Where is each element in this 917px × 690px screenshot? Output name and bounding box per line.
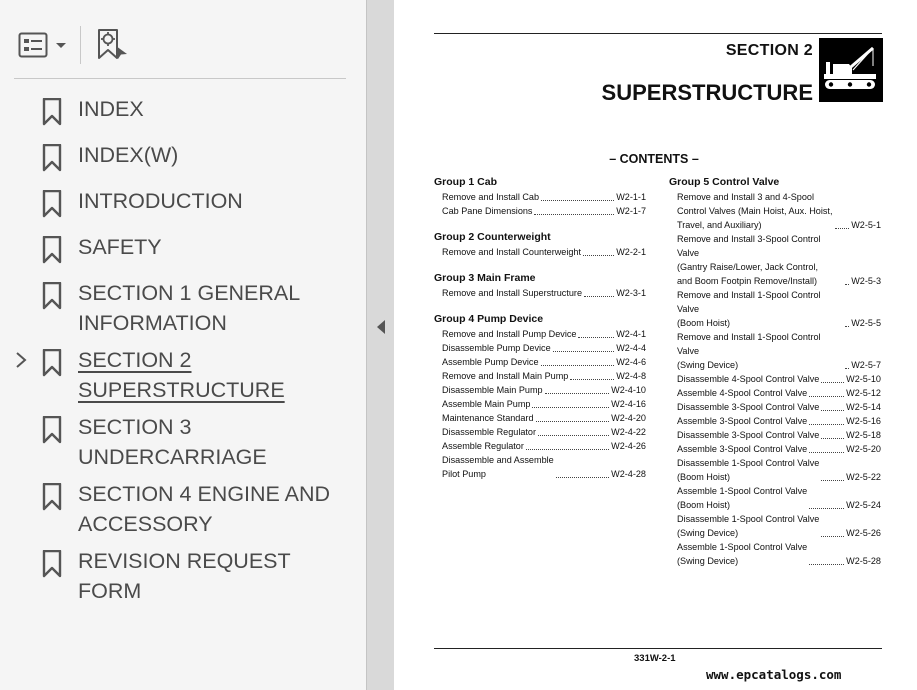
toc-entry[interactable]: [669, 484, 881, 512]
toc-group-title: Group 2 Counterweight: [434, 231, 551, 243]
toc-entry-page: W2-4-4: [616, 343, 646, 353]
bookmark-icon: [42, 236, 62, 264]
toc-entry-text: Assemble 1-Spool Control Valve (Boom Hoist): [677, 486, 808, 510]
toc-entry-text: Assemble 4-Spool Control Valve: [677, 388, 808, 398]
bookmark-section-2[interactable]: [0, 345, 366, 407]
toc-entry-text: Remove and Install Cab: [442, 192, 540, 202]
toc-leader-dots: [821, 536, 844, 537]
bookmark-introduction[interactable]: [0, 186, 366, 220]
toc-entry[interactable]: [669, 456, 881, 484]
toc-entry-page: W2-4-1: [616, 329, 646, 339]
toc-leader-dots: [821, 410, 844, 411]
bookmark-label[interactable]: SECTION 2 SUPERSTRUCTURE: [78, 348, 285, 402]
document-page: [394, 0, 917, 690]
toc-entry-text: Assemble 1-Spool Control Valve (Swing Device): [677, 542, 808, 566]
toc-leader-dots: [583, 255, 614, 256]
toc-entry-page: W2-5-1: [851, 220, 881, 230]
toc-entry[interactable]: [669, 540, 881, 568]
toc-entry-page: W2-5-26: [846, 528, 881, 538]
bookmarks-toolbar: [0, 0, 346, 80]
toc-entry-text: Assemble Pump Device: [442, 357, 539, 367]
toc-entry-page: W2-5-22: [846, 472, 881, 482]
toc-entry-page: W2-3-1: [616, 288, 646, 298]
toc-leader-dots: [809, 424, 844, 425]
toc-entry-text: Cab Pane Dimensions: [442, 206, 533, 216]
toc-entry-page: W2-4-28: [611, 469, 646, 479]
toc-entry[interactable]: [669, 400, 881, 414]
bookmark-revision-request-form[interactable]: [0, 546, 366, 603]
toc-entry[interactable]: [434, 341, 646, 355]
toc-entry-text: Remove and Install Superstructure: [442, 288, 583, 298]
toc-entry-text: Remove and Install Pump Device: [442, 329, 577, 339]
toc-entry[interactable]: [669, 232, 881, 288]
toc-entry-text: Disassemble 4-Spool Control Valve: [677, 374, 820, 384]
toc-group-title: Group 1 Cab: [434, 176, 498, 188]
toc-entry-text: Disassemble 3-Spool Control Valve: [677, 402, 820, 412]
toc-entry-page: W2-4-26: [611, 441, 646, 451]
toc-leader-dots: [845, 326, 849, 327]
toc-entry-page: W2-4-8: [616, 371, 646, 381]
toc-entry[interactable]: [434, 327, 646, 341]
toc-entry-text: Disassemble and Assemble Pilot Pump: [442, 455, 554, 479]
toc-entry-text: Remove and Install Counterweight: [442, 247, 582, 257]
bookmark-label[interactable]: REVISION REQUEST FORM: [78, 549, 291, 603]
bookmark-icon: [42, 349, 62, 377]
toolbar-divider: [80, 26, 81, 64]
toc-leader-dots: [578, 337, 614, 338]
toc-leader-dots: [845, 368, 849, 369]
toc-leader-dots: [541, 365, 615, 366]
toc-entry-page: W2-4-6: [616, 357, 646, 367]
toc-entry[interactable]: [434, 245, 646, 259]
page-number: 331W-2-1: [634, 653, 676, 664]
toc-entry-page: W2-5-24: [846, 500, 881, 510]
bookmark-search-icon: [96, 28, 130, 62]
toc-entry[interactable]: [434, 411, 646, 425]
toc-entry[interactable]: [434, 204, 646, 218]
toc-entry[interactable]: [669, 414, 881, 428]
toc-leader-dots: [536, 421, 610, 422]
bookmark-label[interactable]: INTRODUCTION: [78, 189, 243, 213]
toc-right-column: [669, 175, 881, 568]
bookmark-icon: [42, 282, 62, 310]
header-rule: [434, 33, 882, 34]
toc-entry[interactable]: [434, 453, 646, 481]
bookmark-label[interactable]: SECTION 4 ENGINE AND ACCESSORY: [78, 482, 331, 536]
chevron-down-icon: [54, 40, 68, 50]
toc-leader-dots: [556, 477, 609, 478]
toc-entry-text: Disassemble 1-Spool Control Valve (Swing Device): [677, 514, 820, 538]
options-menu-button[interactable]: [18, 28, 68, 62]
toc-leader-dots: [584, 296, 614, 297]
toc-leader-dots: [570, 379, 614, 380]
toc-entry-text: Remove and Install 3 and 4-Spool Control Valves (Main Hoist, Aux. Hoist, Travel, and Auxiliary): [677, 192, 833, 230]
toc-entry[interactable]: [669, 372, 881, 386]
toc-entry-text: Disassemble 1-Spool Control Valve (Boom Hoist): [677, 458, 820, 482]
bookmarks-panel: [0, 0, 366, 690]
list-options-icon: [18, 32, 48, 58]
toc-entry-text: Assemble 3-Spool Control Valve: [677, 444, 808, 454]
toc-leader-dots: [541, 200, 614, 201]
toc-entry[interactable]: [669, 190, 881, 232]
bookmark-label[interactable]: SECTION 3 UNDERCARRIAGE: [78, 415, 267, 469]
toc-entry-page: W2-5-20: [846, 444, 881, 454]
toc-entry-text: Remove and Install 1-Spool Control Valve (Boom Hoist): [677, 290, 821, 328]
bookmark-icon: [42, 483, 62, 511]
toc-entry[interactable]: [669, 512, 881, 540]
toc-entry-page: W2-5-18: [846, 430, 881, 440]
toc-leader-dots: [526, 449, 609, 450]
toc-leader-dots: [534, 214, 614, 215]
toc-leader-dots: [809, 452, 844, 453]
toc-leader-dots: [538, 435, 609, 436]
toc-entry-text: Maintenance Standard: [442, 413, 534, 423]
toc-entry[interactable]: [669, 442, 881, 456]
toc-entry-page: W2-5-10: [846, 374, 881, 384]
bookmark-icon: [42, 416, 62, 444]
toc-entry-page: W2-2-1: [616, 247, 646, 257]
collapse-panel-button[interactable]: [374, 318, 388, 336]
toc-entry-text: Assemble 3-Spool Control Valve: [677, 416, 808, 426]
panel-splitter[interactable]: [366, 0, 395, 690]
bookmark-icon: [42, 144, 62, 172]
toc-group-title: Group 3 Main Frame: [434, 272, 536, 284]
bookmark-safety[interactable]: [0, 232, 366, 266]
bookmark-index[interactable]: [0, 94, 366, 128]
toc-entry[interactable]: [669, 386, 881, 400]
toc-entry[interactable]: [434, 383, 646, 397]
toc-entry-text: Remove and Install 1-Spool Control Valve (Swing Device): [677, 332, 821, 370]
toc-entry-page: W2-5-16: [846, 416, 881, 426]
bookmark-label[interactable]: INDEX(W): [78, 143, 179, 167]
toc-entry-page: W2-5-28: [846, 556, 881, 566]
toc-entry[interactable]: [434, 439, 646, 453]
toc-entry-page: W2-5-12: [846, 388, 881, 398]
find-bookmark-button[interactable]: [96, 28, 130, 62]
toc-entry-text: Assemble Regulator: [442, 441, 524, 451]
toc-entry-text: Disassemble 3-Spool Control Valve: [677, 430, 820, 440]
section-number: SECTION 2: [725, 42, 813, 59]
toc-left-column: [434, 175, 646, 481]
bookmark-section-1[interactable]: [0, 278, 366, 340]
watermark: www.epcatalogs.com: [706, 667, 842, 682]
toc-entry-page: W2-5-7: [851, 360, 881, 370]
footer-rule: [434, 648, 882, 649]
toc-leader-dots: [809, 508, 844, 509]
bookmark-label[interactable]: INDEX: [78, 97, 144, 121]
toc-entry[interactable]: [434, 369, 646, 383]
bookmark-section-3[interactable]: [0, 412, 366, 474]
toc-leader-dots: [809, 396, 844, 397]
bookmark-icon: [42, 98, 62, 126]
toc-entry-text: Disassemble Main Pump: [442, 385, 543, 395]
toc-leader-dots: [545, 393, 610, 394]
toc-entry-page: W2-5-5: [851, 318, 881, 328]
toc-entry[interactable]: [434, 397, 646, 411]
toc-leader-dots: [821, 480, 844, 481]
toc-entry-page: W2-4-20: [611, 413, 646, 423]
toc-entry[interactable]: [669, 428, 881, 442]
toc-entry-text: Assemble Main Pump: [442, 399, 531, 409]
toolbar-separator: [14, 78, 346, 79]
toc-entry-text: Remove and Install 3-Spool Control Valve (Gantry Raise/Lower, Jack Control, and Boom Footpin Remove/Install): [677, 234, 821, 286]
toc-entry[interactable]: [434, 425, 646, 439]
toc-entry[interactable]: [669, 330, 881, 372]
toc-leader-dots: [821, 438, 844, 439]
triangle-left-icon: [376, 319, 386, 335]
expand-toggle[interactable]: [12, 351, 30, 369]
toc-entry[interactable]: [669, 288, 881, 330]
toc-entry[interactable]: [434, 286, 646, 300]
toc-entry[interactable]: [434, 190, 646, 204]
toc-entry-page: W2-5-14: [846, 402, 881, 412]
toc-entry-text: Disassemble Pump Device: [442, 343, 551, 353]
section-title: SUPERSTRUCTURE: [601, 80, 813, 105]
bookmark-section-4[interactable]: [0, 479, 366, 541]
toc-group-title: Group 4 Pump Device: [434, 313, 544, 325]
toc-entry-page: W2-1-1: [616, 192, 646, 202]
toc-entry-page: W2-5-3: [851, 276, 881, 286]
toc-entry-page: W2-4-16: [611, 399, 646, 409]
toc-leader-dots: [809, 564, 844, 565]
bookmark-icon: [42, 190, 62, 218]
toc-leader-dots: [553, 351, 615, 352]
bookmark-icon: [42, 550, 62, 578]
toc-entry-text: Remove and Install Main Pump: [442, 371, 569, 381]
contents-heading: – CONTENTS –: [609, 152, 699, 166]
toc-entry-page: W2-1-7: [616, 206, 646, 216]
toc-entry-page: W2-4-22: [611, 427, 646, 437]
toc-leader-dots: [845, 284, 849, 285]
chevron-right-icon: [15, 351, 27, 369]
toc-entry-page: W2-4-10: [611, 385, 646, 395]
toc-leader-dots: [821, 382, 844, 383]
bookmark-label[interactable]: SECTION 1 GENERAL INFORMATION: [78, 281, 301, 335]
toc-group-title: Group 5 Control Valve: [669, 176, 780, 188]
bookmark-label[interactable]: SAFETY: [78, 235, 162, 259]
toc-leader-dots: [835, 228, 850, 229]
bookmark-index-w[interactable]: [0, 140, 366, 174]
toc-leader-dots: [532, 407, 609, 408]
crane-icon: [819, 38, 883, 102]
toc-entry[interactable]: [434, 355, 646, 369]
toc-entry-text: Disassemble Regulator: [442, 427, 537, 437]
